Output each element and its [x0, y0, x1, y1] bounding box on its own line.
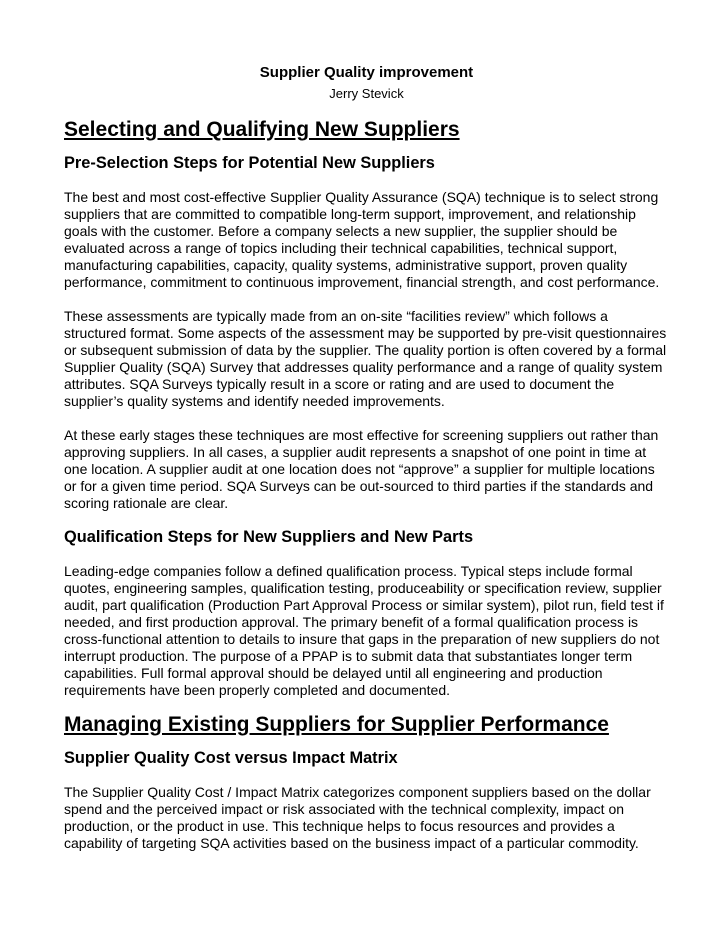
document-author: Jerry Stevick — [329, 86, 404, 101]
section-heading-selecting-qualifying: Selecting and Qualifying New Suppliers — [64, 118, 460, 141]
document-page — [64, 63, 669, 852]
subheading-pre-selection-steps: Pre-Selection Steps for Potential New Suppliers — [64, 154, 435, 172]
paragraph-qualification-process: Leading-edge companies follow a defined qualification process. Typical steps include formal quotes, engineering samples, qualification testing, produceability or specification review, supplier audit, part qualification (Production Part Approval Process or similar system), pilot run, field test if needed, and first production approval. The primary benefit of a formal qualification process is cross-functional attention to details to insure that gaps in the preparation of new suppliers do not interrupt production. The purpose of a PPAP is to submit data that substantiates longer term capabilities. Full formal approval should be delayed until all engineering and production requirements have been properly completed and documented. — [64, 563, 664, 698]
section-heading-managing-existing: Managing Existing Suppliers for Supplier Performance — [64, 713, 609, 736]
paragraph-sqa-technique: The best and most cost-effective Supplier Quality Assurance (SQA) technique is to select strong suppliers that are committed to compatible long-term support, improvement, and relationship goals with the customer. Before a company selects a new supplier, the supplier should be evaluated across a range of topics including their technical capabilities, technical support, manufacturing capabilities, capacity, quality systems, administrative support, proven quality performance, commitment to continuous improvement, financial strength, and cost performance. — [64, 189, 660, 290]
document-title: Supplier Quality improvement — [259, 64, 474, 81]
paragraph-facilities-review: These assessments are typically made from an on-site “facilities review” which follows a structured format. Some aspects of the assessment may be supported by pre-visit questionnaires or subsequent submission of data by the supplier. The quality portion is often covered by a formal Supplier Quality (SQA) Survey that addresses quality performance and a range of quality system attributes. SQA Surveys typically result in a score or rating and are used to document the supplier’s quality systems and identify needed improvements. — [64, 308, 667, 409]
paragraph-early-stages: At these early stages these techniques are most effective for screening suppliers out rather than approving suppliers. In all cases, a supplier audit represents a snapshot of one point in time at one location. A supplier audit at one location does not “approve” a supplier for multiple locations or for a given time period. SQA Surveys can be out-sourced to third parties if the standards and scoring rationale are clear. — [64, 427, 659, 511]
paragraph-cost-impact-matrix: The Supplier Quality Cost / Impact Matrix categorizes component suppliers based on the dollar spend and the perceived impact or risk associated with the technical complexity, impact on production, or the product in use. This technique helps to focus resources and provides a capability of targeting SQA activities based on the business impact of a particular commodity. — [64, 784, 651, 851]
subheading-cost-impact-matrix: Supplier Quality Cost versus Impact Matrix — [64, 749, 398, 767]
subheading-qualification-steps: Qualification Steps for New Suppliers and New Parts — [64, 528, 474, 546]
